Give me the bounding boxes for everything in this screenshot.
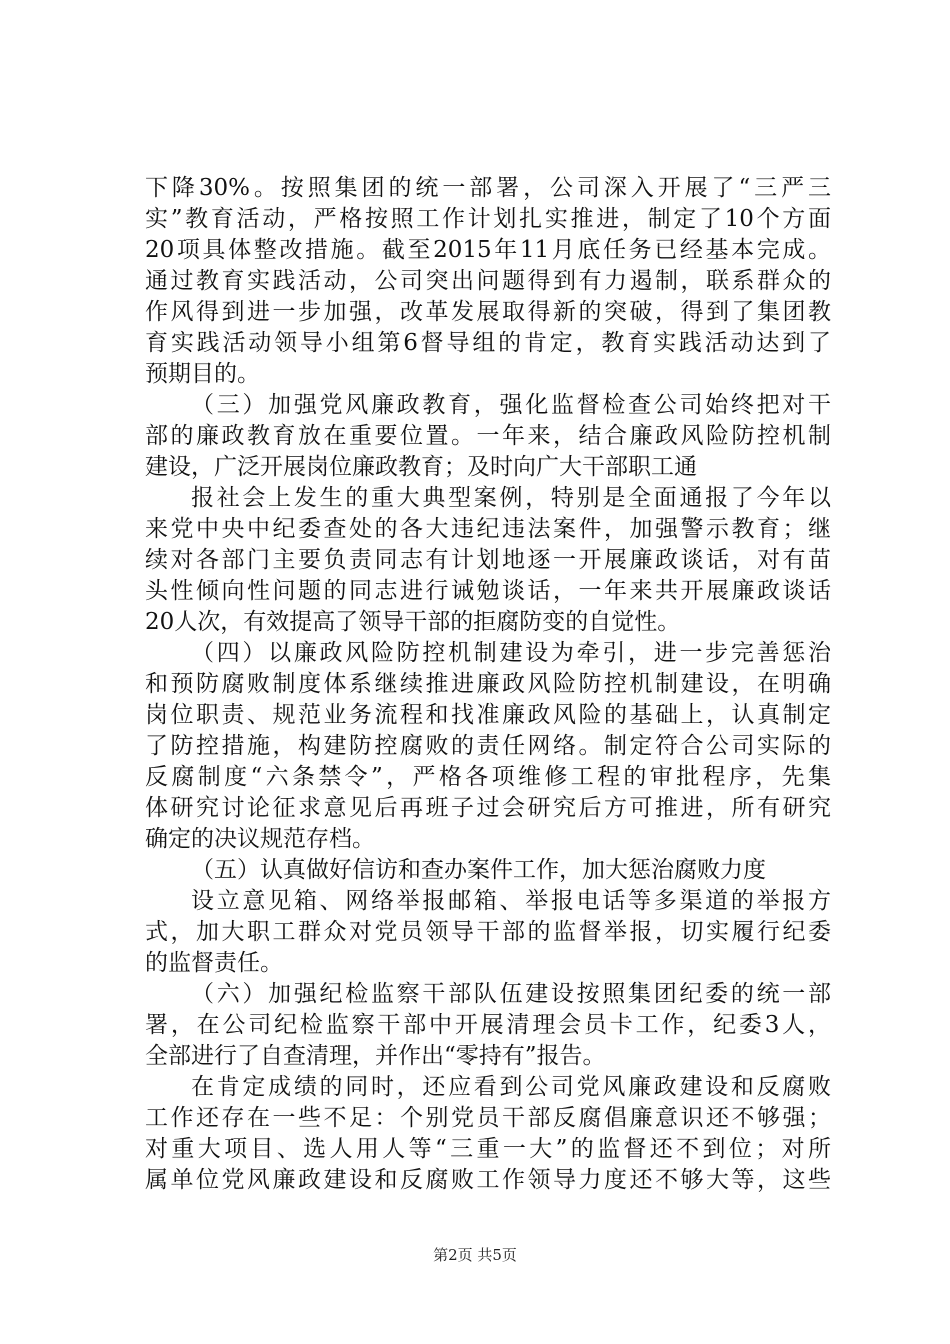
text-line: 设立意见箱、网络举报邮箱、举报电话等多渠道的举报方 <box>191 888 831 914</box>
text-line: （四）以廉政风险防控机制建设为牵引，进一步完善惩治 <box>191 640 831 666</box>
text-line: 体研究讨论征求意见后再班子过会研究后方可推进，所有研究 <box>145 795 831 821</box>
text-line: 全部进行了自查清理，并作出“零持有”报告。 <box>145 1043 606 1069</box>
text-line: 岗位职责、规范业务流程和找准廉政风险的基础上，认真制定 <box>145 702 831 728</box>
text-line: 下降30%。按照集团的统一部署，公司深入开展了“三严三 <box>145 175 831 201</box>
text-line: 反腐制度“六条禁令”，严格各项维修工程的审批程序，先集 <box>145 764 831 790</box>
text-line: 20人次，有效提高了领导干部的拒腐防变的自觉性。 <box>145 609 681 635</box>
document-body <box>145 173 831 1196</box>
text-line: 续对各部门主要负责同志有计划地逐一开展廉政谈话，对有苗 <box>145 547 831 573</box>
text-line: 报社会上发生的重大典型案例，特别是全面通报了今年以 <box>191 485 831 511</box>
page-number-footer: 第2页 共5页 <box>433 1246 517 1264</box>
text-line: 育实践活动领导小组第6督导组的肯定，教育实践活动达到了 <box>145 330 831 356</box>
text-line: 20项具体整改措施。截至2015年11月底任务已经基本完成。 <box>145 237 831 263</box>
text-line: 来党中央中纪委查处的各大违纪违法案件，加强警示教育；继 <box>145 516 831 542</box>
text-line: （五）认真做好信访和查办案件工作，加大惩治腐败力度 <box>191 857 766 883</box>
text-line: 式，加大职工群众对党员领导干部的监督举报，切实履行纪委 <box>145 919 831 945</box>
text-line: （六）加强纪检监察干部队伍建设按照集团纪委的统一部 <box>191 981 831 1007</box>
text-line: 实”教育活动，严格按照工作计划扎实推进，制定了10个方面 <box>145 206 831 232</box>
text-line: 确定的决议规范存档。 <box>145 826 375 852</box>
text-line: 通过教育实践活动，公司突出问题得到有力遏制，联系群众的 <box>145 268 831 294</box>
text-line: 建设，广泛开展岗位廉政教育；及时向广大干部职工通 <box>145 454 697 480</box>
text-line: 在肯定成绩的同时，还应看到公司党风廉政建设和反腐败 <box>191 1074 831 1100</box>
text-line: 的监督责任。 <box>145 950 283 976</box>
text-line: 对重大项目、选人用人等“三重一大”的监督还不到位；对所 <box>145 1136 831 1162</box>
text-line: 头性倾向性问题的同志进行诫勉谈话，一年来共开展廉政谈话 <box>145 578 831 604</box>
text-line: 部的廉政教育放在重要位置。一年来，结合廉政风险防控机制 <box>145 423 831 449</box>
text-line: 预期目的。 <box>145 361 260 387</box>
text-line: 和预防腐败制度体系继续推进廉政风险防控机制建设，在明确 <box>145 671 831 697</box>
text-line: 工作还存在一些不足：个别党员干部反腐倡廉意识还不够强； <box>145 1105 831 1131</box>
text-line: 了防控措施，构建防控腐败的责任网络。制定符合公司实际的 <box>145 733 831 759</box>
text-line: 署，在公司纪检监察干部中开展清理会员卡工作，纪委3人， <box>145 1012 831 1038</box>
text-line: 属单位党风廉政建设和反腐败工作领导力度还不够大等，这些 <box>145 1167 831 1193</box>
text-line: 作风得到进一步加强，改革发展取得新的突破，得到了集团教 <box>145 299 831 325</box>
text-line: （三）加强党风廉政教育，强化监督检查公司始终把对干 <box>191 392 831 418</box>
